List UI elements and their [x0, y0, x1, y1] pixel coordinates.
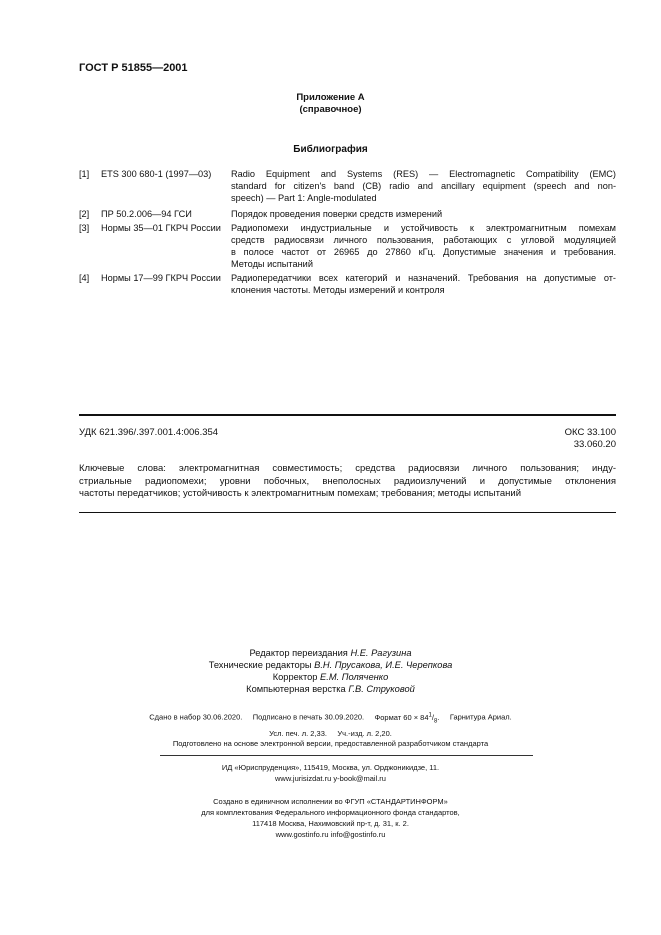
divider-bottom	[79, 512, 616, 513]
bibliography-title: Библиография	[293, 144, 368, 155]
bib-entry-4	[79, 272, 616, 298]
bib-entry-2	[79, 208, 616, 220]
publication-line-1	[0, 710, 661, 728]
udk-code: УДК 621.396/.397.001.4:006.354	[79, 427, 219, 438]
bib-line: standard for citizen's band (CB) radio and ancillary equipment (speech and non-	[231, 181, 616, 191]
standard-number: ГОСТ Р 51855—2001	[79, 62, 188, 74]
pub-format: Формат $60 \times 84^1/_8$.	[374, 712, 440, 724]
publisher-contacts: www.jurisizdat.ru y-book@mail.ru	[275, 774, 386, 783]
bib-code: ETS 300 680-1 (1997—03)	[101, 169, 212, 179]
bib-code: Нормы 17—99 ГКРЧ России	[101, 273, 221, 283]
credit-editor	[0, 647, 661, 659]
oks-code	[565, 427, 616, 451]
publisher-info	[0, 762, 661, 784]
oks-line-2: 33.060.20	[573, 439, 616, 450]
bib-num: [1]	[79, 169, 90, 179]
bib-line: Порядок проведения поверки средств измерений	[231, 209, 443, 219]
bib-code: ПР 50.2.006—94 ГСИ	[101, 209, 192, 219]
bib-line: Radio Equipment and Systems (RES) — Electromagnetic Compatibility (EMC)	[231, 169, 616, 179]
bib-title	[231, 168, 616, 204]
divider-publisher	[160, 755, 533, 756]
pub-typeset-date: Сдано в набор 30.06.2020.	[149, 712, 243, 722]
credit-label: Технические редакторы	[208, 660, 312, 670]
credit-label: Редактор переиздания	[249, 648, 348, 658]
bib-title	[231, 208, 616, 220]
bib-title	[231, 222, 616, 270]
credit-label: Корректор	[272, 672, 318, 682]
oks-line-1: ОКС 33.100	[564, 427, 616, 438]
credit-label: Компьютерная верстка	[246, 684, 346, 694]
keywords-line: Ключевые слова: электромагнитная совместимость; средства радиосвязи личного пользования; инду-	[79, 463, 616, 474]
credit-tech-editors	[0, 659, 661, 671]
bib-line: Методы испытаний	[231, 259, 313, 269]
bib-title	[231, 272, 616, 296]
bib-line: Радиопомехи индустриальные и устойчивость к электромагнитным помехам	[231, 223, 616, 233]
keywords	[79, 463, 616, 501]
keywords-line: стриальные радиопомехи; уровни побочных, внеполосных радиоизлучений и допустимые отклонения	[79, 475, 616, 487]
appendix-heading	[0, 92, 661, 116]
appendix-title: Приложение А	[296, 92, 365, 103]
pub-signed-date: Подписано в печать 30.09.2020.	[252, 712, 365, 722]
bib-line: средств радиосвязи личного пользования, работающих с угловой модуляцией	[231, 235, 616, 245]
bib-line: Радиопередатчики всех категорий и назначений. Требования на допустимые от-	[231, 273, 616, 283]
bib-num: [2]	[79, 209, 90, 219]
bib-num: [3]	[79, 223, 90, 233]
appendix-subtitle: (справочное)	[299, 104, 362, 115]
producer-line: Создано в единичном исполнении во ФГУП «СТАНДАРТИНФОРМ»	[213, 797, 448, 806]
pub-typeface: Гарнитура Ариал.	[449, 712, 512, 722]
producer-info	[0, 796, 661, 840]
bib-code: Нормы 35—01 ГКРЧ России	[101, 223, 221, 233]
prepared-note: Подготовлено на основе электронной версии, предоставленной разработчиком стандарта	[172, 739, 489, 748]
bib-line: speech) — Part 1: Angle-modulated	[231, 193, 377, 203]
credit-name: Н.Е. Рагузина	[350, 648, 412, 658]
pub-edition-sheets: Уч.-изд. л. 2,20.	[337, 728, 392, 738]
producer-line: для комплектования Федерального информационного фонда стандартов,	[201, 808, 460, 817]
bib-entry-3	[79, 222, 616, 272]
bib-line: клонения частоты. Методы измерений и контроля	[231, 285, 445, 295]
producer-line: 117418 Москва, Нахимовский пр-т, д. 31, к. 2.	[252, 819, 409, 828]
divider-top	[79, 414, 616, 416]
credit-name: Г.В. Струковой	[348, 684, 415, 694]
credit-name: Е.М. Поляченко	[320, 672, 389, 682]
publication-info	[0, 710, 661, 739]
producer-contacts: www.gostinfo.ru info@gostinfo.ru	[275, 830, 386, 839]
publisher-address: ИД «Юриспруденция», 115419, Москва, ул. Орджоникидзе, 11.	[221, 763, 440, 772]
credit-corrector	[0, 671, 661, 683]
credit-name: В.Н. Прусакова, И.Е. Черепкова	[314, 660, 453, 670]
credit-layout	[0, 683, 661, 695]
pub-print-sheets: Усл. печ. л. 2,33.	[269, 728, 327, 738]
keywords-line: частоты передатчиков; устойчивость к электромагнитным помехам; требования; методы испытаний	[79, 488, 522, 499]
bib-entry-1	[79, 168, 616, 206]
credits	[0, 647, 661, 695]
bib-num: [4]	[79, 273, 90, 283]
bib-line: в полосе частот от 26965 до 27860 кГц. Допустимые значения и требования.	[231, 247, 616, 257]
